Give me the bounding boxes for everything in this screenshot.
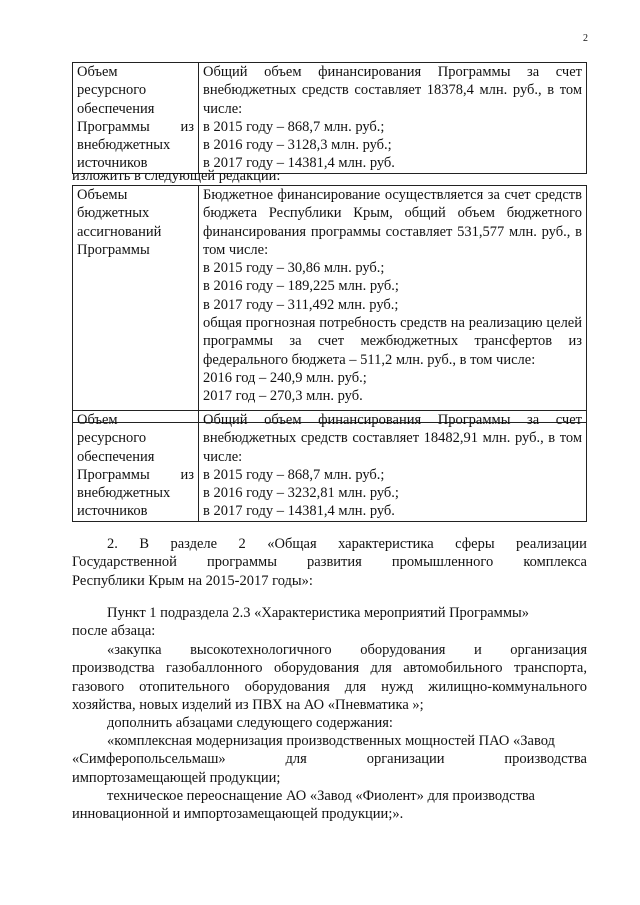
point1-line1: Пункт 1 подраздела 2.3 «Характеристика мероприятий Программы»: [107, 605, 530, 621]
word: В: [139, 536, 149, 552]
year-item: в 2017 году – 311,492 млн. руб.;: [203, 296, 399, 313]
add-paragraphs-text: [72, 714, 587, 732]
word: реализации: [516, 536, 587, 552]
label-word: из: [180, 466, 194, 483]
year-item: в 2017 году – 14381,4 млн. руб.: [203, 155, 395, 172]
year-item: в 2015 году – 30,86 млн. руб.;: [203, 260, 385, 277]
label-lines: [77, 411, 194, 521]
label-line: ресурсного: [77, 430, 147, 447]
label-line: обеспечения: [77, 448, 155, 465]
label-line: обеспечения: [77, 100, 155, 117]
year-item: в 2016 году – 3128,3 млн. руб.;: [203, 137, 392, 154]
page-number: 2: [583, 33, 588, 44]
word: разделе: [170, 536, 218, 552]
word: 2: [238, 536, 246, 552]
word: «Общая: [267, 536, 317, 552]
quote2-line3: импортозамещающей продукции;: [72, 769, 281, 786]
instruction-text: изложить в следующей редакции:: [72, 168, 281, 184]
budget-allocation-table: [72, 185, 587, 423]
table-row: [73, 411, 587, 522]
word: и: [473, 642, 482, 658]
label-line: источников: [77, 155, 148, 172]
word: промышленного: [391, 554, 494, 571]
quote1-rest: производства газобаллонного оборудования для автомобильного транспорта, газового отопительного оборудования для нужд жилищно-коммунального хозяйства, новых изделий из ПВХ на АО «Пневматика »;: [72, 660, 587, 713]
word: оборудования: [360, 642, 446, 658]
old-resource-table: [72, 62, 587, 174]
section2-line2: [72, 553, 587, 571]
word: комплекса: [523, 554, 587, 571]
point1-line2: после абзаца:: [72, 623, 156, 640]
word: для: [285, 751, 307, 768]
word: характеристика: [338, 536, 434, 552]
quote2-paragraph: [72, 732, 587, 787]
label-line: ассигнований: [77, 223, 162, 240]
row-content-cell: [199, 411, 587, 522]
word: организация: [510, 642, 587, 658]
budget-intro: Бюджетное финансирование осуществляется за счет средств бюджета Республики Крым, общий объем бюджетного финансирования программы составляет 531,577 млн. руб., в том числе:: [203, 187, 582, 258]
label-line: Объем: [77, 64, 118, 80]
row-label-cell: [73, 63, 199, 174]
table-row: [73, 186, 587, 423]
section2-paragraph: [72, 535, 587, 590]
word: 2.: [107, 536, 118, 552]
row-label-cell: [73, 411, 199, 522]
label-lines: [77, 63, 194, 173]
point1-paragraph: [72, 604, 587, 641]
year-item: 2017 год – 270,3 млн. руб.: [203, 388, 363, 405]
section2-line1: [72, 535, 587, 553]
federal-intro: общая прогнозная потребность средств на реализацию целей программы за счет межбюджетных трансфертов из федерального бюджета – 511,2 млн. руб., в том числе:: [203, 315, 582, 368]
word: развития: [307, 554, 362, 571]
table-row: [73, 63, 587, 174]
word: организации: [366, 751, 445, 768]
word: Государственной: [72, 554, 177, 571]
label-line: бюджетных: [77, 205, 150, 222]
label-line: [77, 118, 194, 136]
add-text: дополнить абзацами следующего содержания:: [107, 715, 393, 731]
label-word: Программы: [77, 466, 150, 483]
year-item: в 2017 году – 14381,4 млн. руб.: [203, 503, 395, 520]
word: программы: [206, 554, 277, 571]
year-item: 2016 год – 240,9 млн. руб.;: [203, 369, 367, 386]
year-item: в 2015 году – 868,7 млн. руб.;: [203, 118, 385, 135]
quote3-line2: инновационной и импортозамещающей продукции;».: [72, 806, 404, 823]
label-lines: [77, 186, 194, 259]
label-line: [77, 466, 194, 484]
quote3-paragraph: [72, 787, 587, 824]
label-line: ресурсного: [77, 82, 147, 99]
quote1-paragraph: [72, 641, 587, 714]
word: высокотехнологичного: [190, 642, 332, 658]
year-item: в 2016 году – 189,225 млн. руб.;: [203, 278, 399, 295]
word: сферы: [455, 536, 495, 552]
label-word: из: [180, 118, 194, 135]
year-item: в 2015 году – 868,7 млн. руб.;: [203, 466, 385, 483]
label-line: Объемы: [77, 187, 128, 203]
quote1-line1: [72, 641, 587, 659]
label-line: внебюджетных: [77, 137, 171, 154]
label-line: Программы: [77, 241, 150, 258]
new-resource-table: [72, 410, 587, 522]
row-content-cell: [199, 63, 587, 174]
row-label-cell: [73, 186, 199, 423]
word: «закупка: [107, 642, 162, 658]
word: производства: [504, 751, 587, 768]
section2-line3: Республики Крым на 2015-2017 годы»:: [72, 572, 313, 589]
year-item: в 2016 году – 3232,81 млн. руб.;: [203, 485, 399, 502]
financing-intro: Общий объем финансирования Программы за счет внебюджетных средств составляет 18482,91 млн. руб., в том числе:: [203, 412, 582, 465]
label-line: источников: [77, 503, 148, 520]
quote3-line1: техническое переоснащение АО «Завод «Фиолент» для производства: [107, 788, 535, 804]
label-line: внебюджетных: [77, 485, 171, 502]
financing-intro: Общий объем финансирования Программы за счет внебюджетных средств составляет 18378,4 млн. руб., в том числе:: [203, 64, 582, 117]
label-line: Объем: [77, 412, 118, 428]
quote2-line2: [72, 750, 587, 768]
quote2-line1: «комплексная модернизация производственных мощностей ПАО «Завод: [107, 733, 555, 749]
row-content-cell: [199, 186, 587, 423]
label-word: Программы: [77, 118, 150, 135]
word: «Симферопольсельмаш»: [72, 751, 226, 768]
